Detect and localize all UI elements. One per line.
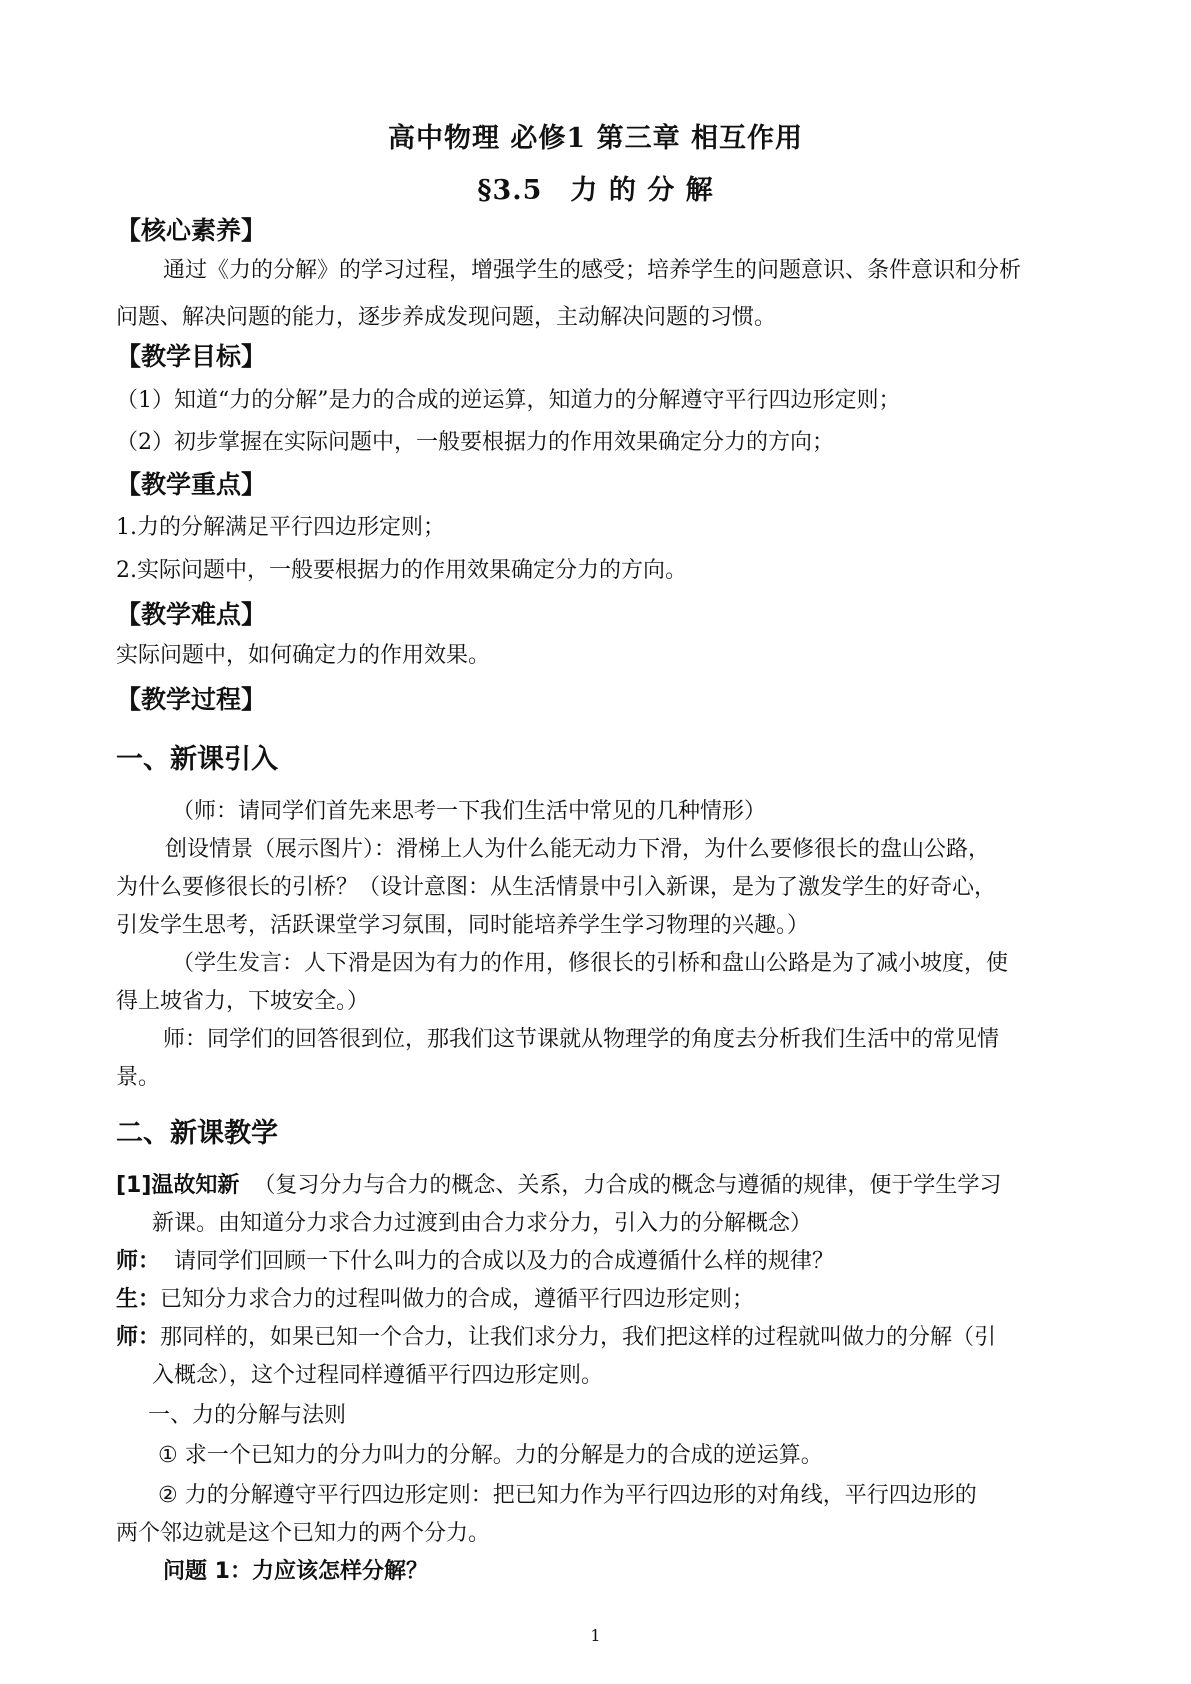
- difficulty-heading: 【教学难点】: [116, 600, 267, 629]
- teaching-heading: 二、新课教学: [116, 1118, 278, 1149]
- rule-item-cont: 两个邻边就是这个已知力的两个分力。: [116, 1521, 491, 1546]
- core-heading: 【核心素养】: [116, 216, 267, 245]
- dialog-text: 请同学们回顾一下什么叫力的合成以及力的合成遵循什么样的规律？: [160, 1249, 835, 1274]
- dialog-text: 那同样的，如果已知一个合力，让我们求分力，我们把这样的过程就叫做力的分解（引: [160, 1325, 997, 1350]
- intro-line: 为什么要修很长的引桥？（设计意图：从生活情景中引入新课，是为了激发学生的好奇心，: [116, 875, 997, 900]
- dialog-speaker: 生：: [116, 1287, 161, 1312]
- intro-line: （学生发言：人下滑是因为有力的作用，修很长的引桥和盘山公路是为了减小坡度，使: [172, 951, 1009, 976]
- document-title: 高中物理 必修1 第三章 相互作用: [388, 123, 803, 154]
- dialog-line: [116, 1246, 1076, 1278]
- difficulty-line: 实际问题中，如何确定力的作用效果。: [116, 643, 491, 668]
- goals-line: （2）初步掌握在实际问题中，一般要根据力的作用效果确定分力的方向；: [116, 430, 834, 455]
- intro-line: （师：请同学们首先来思考一下我们生活中常见的几种情形）: [172, 799, 767, 824]
- intro-line: 创设情景（展示图片）：滑梯上人为什么能无动力下滑，为什么要修很长的盘山公路，: [165, 837, 991, 862]
- core-line: 问题、解决问题的能力，逐步养成发现问题，主动解决问题的习惯。: [116, 305, 777, 330]
- rule-item: ② 力的分解遵守平行四边形定则：把已知力作为平行四边形的对角线，平行四边形的: [158, 1483, 977, 1508]
- core-line: 通过《力的分解》的学习过程，增强学生的感受；培养学生的问题意识、条件意识和分析: [163, 258, 1022, 283]
- focus-heading: 【教学重点】: [116, 470, 267, 499]
- focus-line: 2.实际问题中，一般要根据力的作用效果确定分力的方向。: [116, 558, 687, 583]
- dialog-text: 已知分力求合力的过程叫做力的合成，遵循平行四边形定则；: [160, 1287, 755, 1312]
- dialog-line-cont: 入概念），这个过程同样遵循平行四边形定则。: [152, 1363, 604, 1388]
- page-number: 1: [590, 1626, 601, 1645]
- dialog-speaker: 师：: [116, 1249, 161, 1274]
- goals-line: （1）知道“力的分解”是力的合成的逆运算，知道力的分解遵守平行四边形定则；: [116, 388, 901, 413]
- goals-heading: 【教学目标】: [116, 342, 267, 371]
- rule-heading: 一、力的分解与法则: [148, 1403, 347, 1428]
- dialog-line: [116, 1284, 1076, 1316]
- review-label: [1]温故知新: [116, 1173, 240, 1198]
- intro-line: 引发学生思考，活跃课堂学习氛围，同时能培养学生学习物理的兴趣。）: [116, 913, 810, 938]
- dialog-line: [116, 1322, 1076, 1354]
- question-line: 问题 1：力应该怎样分解？: [163, 1559, 428, 1584]
- intro-line: 得上坡省力，下坡安全。）: [116, 989, 370, 1014]
- rule-item: ① 求一个已知力的分力叫力的分解。力的分解是力的合成的逆运算。: [158, 1443, 823, 1468]
- dialog-speaker: 师：: [116, 1325, 161, 1350]
- intro-line: 师：同学们的回答很到位，那我们这节课就从物理学的角度去分析我们生活中的常见情: [163, 1027, 1000, 1052]
- review-text: （复习分力与合力的概念、关系，力合成的概念与遵循的规律，便于学生学习: [253, 1173, 1002, 1198]
- intro-heading: 一、新课引入: [116, 744, 278, 775]
- intro-line: 景。: [116, 1065, 161, 1090]
- review-line: [116, 1170, 1076, 1202]
- section-title: §3.5 力 的 分 解: [477, 175, 714, 206]
- process-heading: 【教学过程】: [116, 685, 267, 714]
- review-line-cont: 新课。由知道分力求合力过渡到由合力求分力，引入力的分解概念）: [152, 1211, 813, 1236]
- focus-line: 1.力的分解满足平行四边形定则；: [116, 515, 445, 540]
